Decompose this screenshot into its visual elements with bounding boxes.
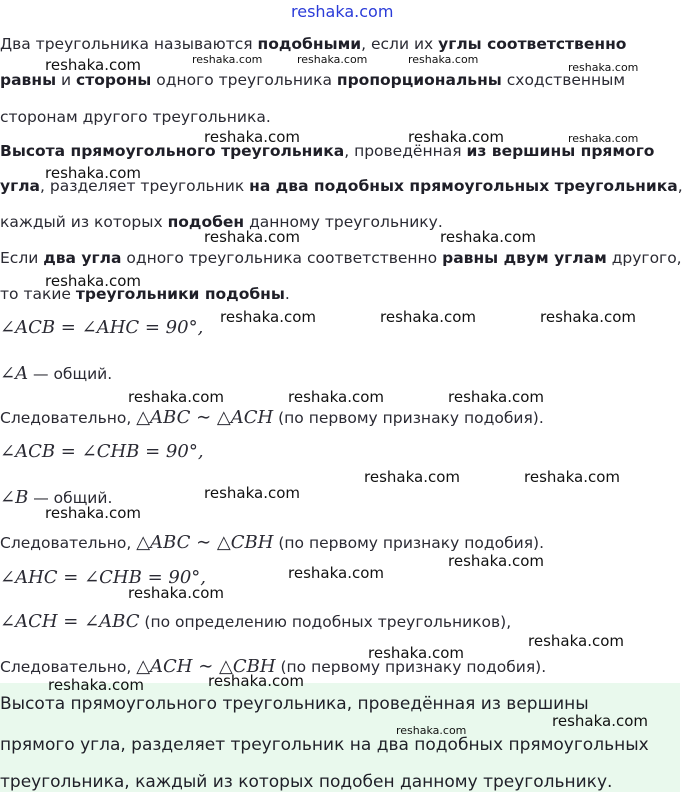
answer-line-1: Высота прямоугольного треугольника, проведённая из вершины [0, 694, 589, 714]
watermark: reshaka.com [368, 644, 464, 662]
watermark: reshaka.com [528, 632, 624, 650]
watermark: reshaka.com [524, 468, 620, 486]
common-angle-a: ∠A — общий. [0, 363, 113, 384]
watermark: reshaka.com [408, 128, 504, 146]
conclusion-abc-ach: Следовательно, △ABC ∼ △ACH (по первому признаку подобия). [0, 407, 544, 428]
watermark: reshaka.com [448, 552, 544, 570]
conclusion-abc-cbh: Следовательно, △ABC ∼ △CBH (по первому признаку подобия). [0, 532, 545, 553]
watermark: reshaka.com [297, 53, 368, 66]
watermark: reshaka.com [45, 56, 141, 74]
definition-line-2: равны и стороны одного треугольника пропорциональны сходственным [0, 71, 626, 89]
watermark: reshaka.com [552, 712, 648, 730]
watermark: reshaka.com [204, 228, 300, 246]
watermark: reshaka.com [48, 676, 144, 694]
watermark: reshaka.com [568, 132, 639, 145]
watermark: reshaka.com [540, 308, 636, 326]
watermark: reshaka.com [408, 53, 479, 66]
math-angles-acb-ahc: ∠ACB = ∠AHC = 90°, [0, 317, 204, 338]
answer-line-2: прямого угла, разделяет треугольник на два подобных прямоугольных [0, 735, 649, 755]
watermark: reshaka.com [568, 61, 639, 74]
watermark: reshaka.com [45, 272, 141, 290]
watermark: reshaka.com [220, 308, 316, 326]
theorem-line-2: угла, разделяет треугольник на два подобных прямоугольных треугольника, [0, 177, 683, 195]
angles-ach-abc: ∠ACH = ∠ABC (по определению подобных треугольников), [0, 611, 512, 632]
watermark: reshaka.com [288, 564, 384, 582]
answer-line-3: треугольника, каждый из которых подобен данному треугольнику. [0, 772, 613, 792]
math-angles-acb-chb: ∠ACB = ∠CHB = 90°, [0, 441, 204, 462]
common-angle-b: ∠B — общий. [0, 487, 113, 508]
watermark: reshaka.com [396, 724, 467, 737]
watermark: reshaka.com [440, 228, 536, 246]
definition-line-1: Два треугольника называются подобными, если их углы соответственно [0, 35, 627, 53]
watermark: reshaka.com [208, 672, 304, 690]
math-angles-ahc-chb: ∠AHC = ∠CHB = 90°, [0, 567, 207, 588]
criterion-line-2: то такие треугольники подобны. [0, 285, 290, 303]
watermark: reshaka.com [128, 584, 224, 602]
conclusion-ach-cbh: Следовательно, △ACH ∼ △CBH (по первому признаку подобия). [0, 656, 547, 677]
definition-line-3: сторонам другого треугольника. [0, 108, 271, 126]
watermark: reshaka.com [128, 388, 224, 406]
watermark: reshaka.com [380, 308, 476, 326]
watermark: reshaka.com [288, 388, 384, 406]
theorem-line-1: Высота прямоугольного треугольника, проведённая из вершины прямого [0, 142, 655, 160]
watermark: reshaka.com [364, 468, 460, 486]
watermark: reshaka.com [448, 388, 544, 406]
watermark: reshaka.com [45, 164, 141, 182]
watermark: reshaka.com [204, 128, 300, 146]
criterion-line-1: Если два угла одного треугольника соответственно равны двум углам другого, [0, 249, 682, 267]
theorem-line-3: каждый из которых подобен данному треугольнику. [0, 213, 443, 231]
watermark: reshaka.com [45, 504, 141, 522]
watermark: reshaka.com [192, 53, 263, 66]
watermark: reshaka.com [204, 484, 300, 502]
site-watermark: reshaka.com [291, 2, 394, 21]
